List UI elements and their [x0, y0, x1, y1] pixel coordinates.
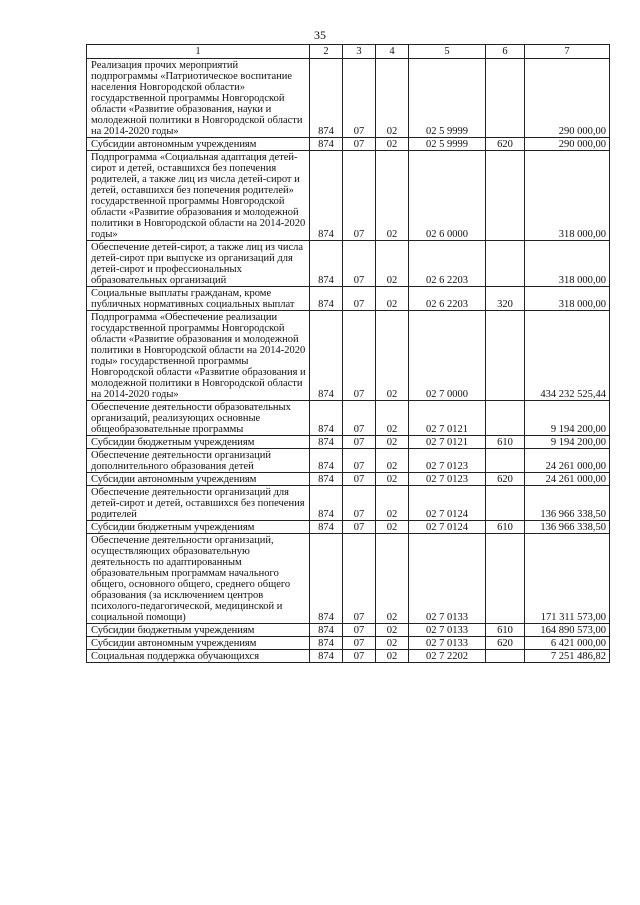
row-target-article-cell: 02 5 9999	[409, 138, 486, 151]
row-target-article-cell: 02 7 0133	[409, 637, 486, 650]
row-name-cell: Обеспечение деятельности организаций дополнительного образования детей	[87, 449, 310, 473]
row-name-cell: Обеспечение деятельности организаций для детей-сирот и детей, оставшихся без попечения родителей	[87, 486, 310, 521]
column-header: 3	[343, 45, 376, 59]
row-grbs-cell: 874	[310, 486, 343, 521]
row-target-article-cell: 02 6 2203	[409, 287, 486, 311]
row-expense-type-cell: 610	[486, 436, 525, 449]
row-target-article-cell: 02 6 0000	[409, 151, 486, 241]
row-subsection-cell: 02	[376, 59, 409, 138]
table-row	[87, 287, 610, 311]
row-grbs-cell: 874	[310, 473, 343, 486]
row-section-cell: 07	[343, 151, 376, 241]
row-subsection-cell: 02	[376, 486, 409, 521]
row-section-cell: 07	[343, 486, 376, 521]
row-grbs-cell: 874	[310, 59, 343, 138]
row-subsection-cell: 02	[376, 473, 409, 486]
row-grbs-cell: 874	[310, 637, 343, 650]
row-grbs-cell: 874	[310, 401, 343, 436]
row-expense-type-cell	[486, 534, 525, 624]
row-target-article-cell: 02 7 0123	[409, 449, 486, 473]
row-subsection-cell: 02	[376, 650, 409, 663]
row-section-cell: 07	[343, 650, 376, 663]
column-header: 6	[486, 45, 525, 59]
row-subsection-cell: 02	[376, 311, 409, 401]
row-expense-type-cell: 320	[486, 287, 525, 311]
row-amount-cell: 290 000,00	[525, 59, 610, 138]
row-amount-cell: 9 194 200,00	[525, 401, 610, 436]
row-subsection-cell: 02	[376, 624, 409, 637]
row-name-cell: Реализация прочих мероприятий подпрограммы «Патриотическое воспитание населения Новгородской области» государственной программы Новгородской области «Развитие образования, науки и молодежной политики в Новгородской области на 2014-2020 годы»	[87, 59, 310, 138]
table-row	[87, 449, 610, 473]
table-row	[87, 59, 610, 138]
row-section-cell: 07	[343, 59, 376, 138]
row-section-cell: 07	[343, 473, 376, 486]
row-target-article-cell: 02 6 2203	[409, 241, 486, 287]
row-amount-cell: 24 261 000,00	[525, 449, 610, 473]
row-expense-type-cell	[486, 650, 525, 663]
table-row	[87, 473, 610, 486]
row-target-article-cell: 02 7 0133	[409, 624, 486, 637]
table-row	[87, 436, 610, 449]
table-row	[87, 241, 610, 287]
table-row	[87, 650, 610, 663]
row-section-cell: 07	[343, 287, 376, 311]
column-header: 2	[310, 45, 343, 59]
row-expense-type-cell	[486, 486, 525, 521]
budget-table	[86, 44, 610, 663]
row-subsection-cell: 02	[376, 449, 409, 473]
page-number: 35	[314, 28, 326, 42]
row-grbs-cell: 874	[310, 449, 343, 473]
row-section-cell: 07	[343, 449, 376, 473]
row-name-cell: Субсидии автономным учреждениям	[87, 637, 310, 650]
row-section-cell: 07	[343, 436, 376, 449]
column-header: 1	[87, 45, 310, 59]
row-amount-cell: 318 000,00	[525, 151, 610, 241]
table-row	[87, 637, 610, 650]
row-name-cell: Социальная поддержка обучающихся	[87, 650, 310, 663]
row-target-article-cell: 02 7 2202	[409, 650, 486, 663]
row-subsection-cell: 02	[376, 534, 409, 624]
row-expense-type-cell	[486, 449, 525, 473]
row-amount-cell: 136 966 338,50	[525, 486, 610, 521]
row-section-cell: 07	[343, 637, 376, 650]
row-expense-type-cell: 610	[486, 521, 525, 534]
row-grbs-cell: 874	[310, 151, 343, 241]
row-target-article-cell: 02 7 0133	[409, 534, 486, 624]
row-section-cell: 07	[343, 624, 376, 637]
row-subsection-cell: 02	[376, 151, 409, 241]
row-expense-type-cell	[486, 311, 525, 401]
row-grbs-cell: 874	[310, 287, 343, 311]
row-subsection-cell: 02	[376, 401, 409, 436]
row-expense-type-cell: 620	[486, 637, 525, 650]
row-subsection-cell: 02	[376, 138, 409, 151]
row-expense-type-cell: 620	[486, 473, 525, 486]
row-name-cell: Социальные выплаты гражданам, кроме публичных нормативных социальных выплат	[87, 287, 310, 311]
row-target-article-cell: 02 7 0124	[409, 521, 486, 534]
row-subsection-cell: 02	[376, 637, 409, 650]
row-expense-type-cell	[486, 241, 525, 287]
row-expense-type-cell: 620	[486, 138, 525, 151]
row-target-article-cell: 02 5 9999	[409, 59, 486, 138]
table-row	[87, 624, 610, 637]
row-amount-cell: 136 966 338,50	[525, 521, 610, 534]
row-name-cell: Подпрограмма «Обеспечение реализации государственной программы Новгородской области «Развитие образования и молодежной политики в Новгородской области на 2014-2020 годы» государственной программы Новгородской области «Развитие образования и молодежной политики в Новгородской области на 2014-2020 годы»	[87, 311, 310, 401]
table-row	[87, 138, 610, 151]
row-name-cell: Обеспечение деятельности образовательных организаций, реализующих основные общеобразовательные программы	[87, 401, 310, 436]
table-row	[87, 311, 610, 401]
row-target-article-cell: 02 7 0121	[409, 436, 486, 449]
table-row	[87, 534, 610, 624]
row-amount-cell: 24 261 000,00	[525, 473, 610, 486]
row-name-cell: Субсидии автономным учреждениям	[87, 473, 310, 486]
row-expense-type-cell: 610	[486, 624, 525, 637]
row-name-cell: Субсидии бюджетным учреждениям	[87, 624, 310, 637]
row-grbs-cell: 874	[310, 241, 343, 287]
column-header: 7	[525, 45, 610, 59]
table-row	[87, 401, 610, 436]
row-grbs-cell: 874	[310, 311, 343, 401]
row-name-cell: Субсидии автономным учреждениям	[87, 138, 310, 151]
row-target-article-cell: 02 7 0121	[409, 401, 486, 436]
row-amount-cell: 7 251 486,82	[525, 650, 610, 663]
row-grbs-cell: 874	[310, 624, 343, 637]
row-expense-type-cell	[486, 401, 525, 436]
row-expense-type-cell	[486, 151, 525, 241]
row-section-cell: 07	[343, 311, 376, 401]
table-row	[87, 521, 610, 534]
row-section-cell: 07	[343, 401, 376, 436]
row-subsection-cell: 02	[376, 436, 409, 449]
row-grbs-cell: 874	[310, 650, 343, 663]
row-amount-cell: 164 890 573,00	[525, 624, 610, 637]
row-grbs-cell: 874	[310, 534, 343, 624]
row-section-cell: 07	[343, 521, 376, 534]
row-amount-cell: 318 000,00	[525, 241, 610, 287]
row-section-cell: 07	[343, 534, 376, 624]
row-grbs-cell: 874	[310, 138, 343, 151]
row-name-cell: Обеспечение детей-сирот, а также лиц из числа детей-сирот при выпуске из организаций для детей-сирот и профессиональных образовательных организаций	[87, 241, 310, 287]
row-amount-cell: 171 311 573,00	[525, 534, 610, 624]
row-amount-cell: 6 421 000,00	[525, 637, 610, 650]
table-row	[87, 486, 610, 521]
column-header: 5	[409, 45, 486, 59]
row-amount-cell: 434 232 525,44	[525, 311, 610, 401]
row-name-cell: Подпрограмма «Социальная адаптация детей-сирот и детей, оставшихся без попечения родителей, а также лиц из числа детей-сирот и детей, оставшихся без попечения родителей» государственной программы Новгородской области «Развитие образования и молодежной политики в Новгородской области на 2014-2020 годы»	[87, 151, 310, 241]
row-grbs-cell: 874	[310, 436, 343, 449]
row-amount-cell: 9 194 200,00	[525, 436, 610, 449]
column-header: 4	[376, 45, 409, 59]
row-target-article-cell: 02 7 0000	[409, 311, 486, 401]
row-section-cell: 07	[343, 138, 376, 151]
table-header-row	[87, 45, 610, 59]
row-section-cell: 07	[343, 241, 376, 287]
row-name-cell: Субсидии бюджетным учреждениям	[87, 436, 310, 449]
row-name-cell: Субсидии бюджетным учреждениям	[87, 521, 310, 534]
row-subsection-cell: 02	[376, 241, 409, 287]
row-amount-cell: 318 000,00	[525, 287, 610, 311]
row-subsection-cell: 02	[376, 521, 409, 534]
row-amount-cell: 290 000,00	[525, 138, 610, 151]
row-target-article-cell: 02 7 0124	[409, 486, 486, 521]
row-expense-type-cell	[486, 59, 525, 138]
row-grbs-cell: 874	[310, 521, 343, 534]
row-name-cell: Обеспечение деятельности организаций, осуществляющих образовательную деятельность по адаптированным образовательным программам начального общего, основного общего, среднего общего образования (за исключением центров психолого-педагогической, медицинской и социальной помощи)	[87, 534, 310, 624]
row-subsection-cell: 02	[376, 287, 409, 311]
table-row	[87, 151, 610, 241]
row-target-article-cell: 02 7 0123	[409, 473, 486, 486]
